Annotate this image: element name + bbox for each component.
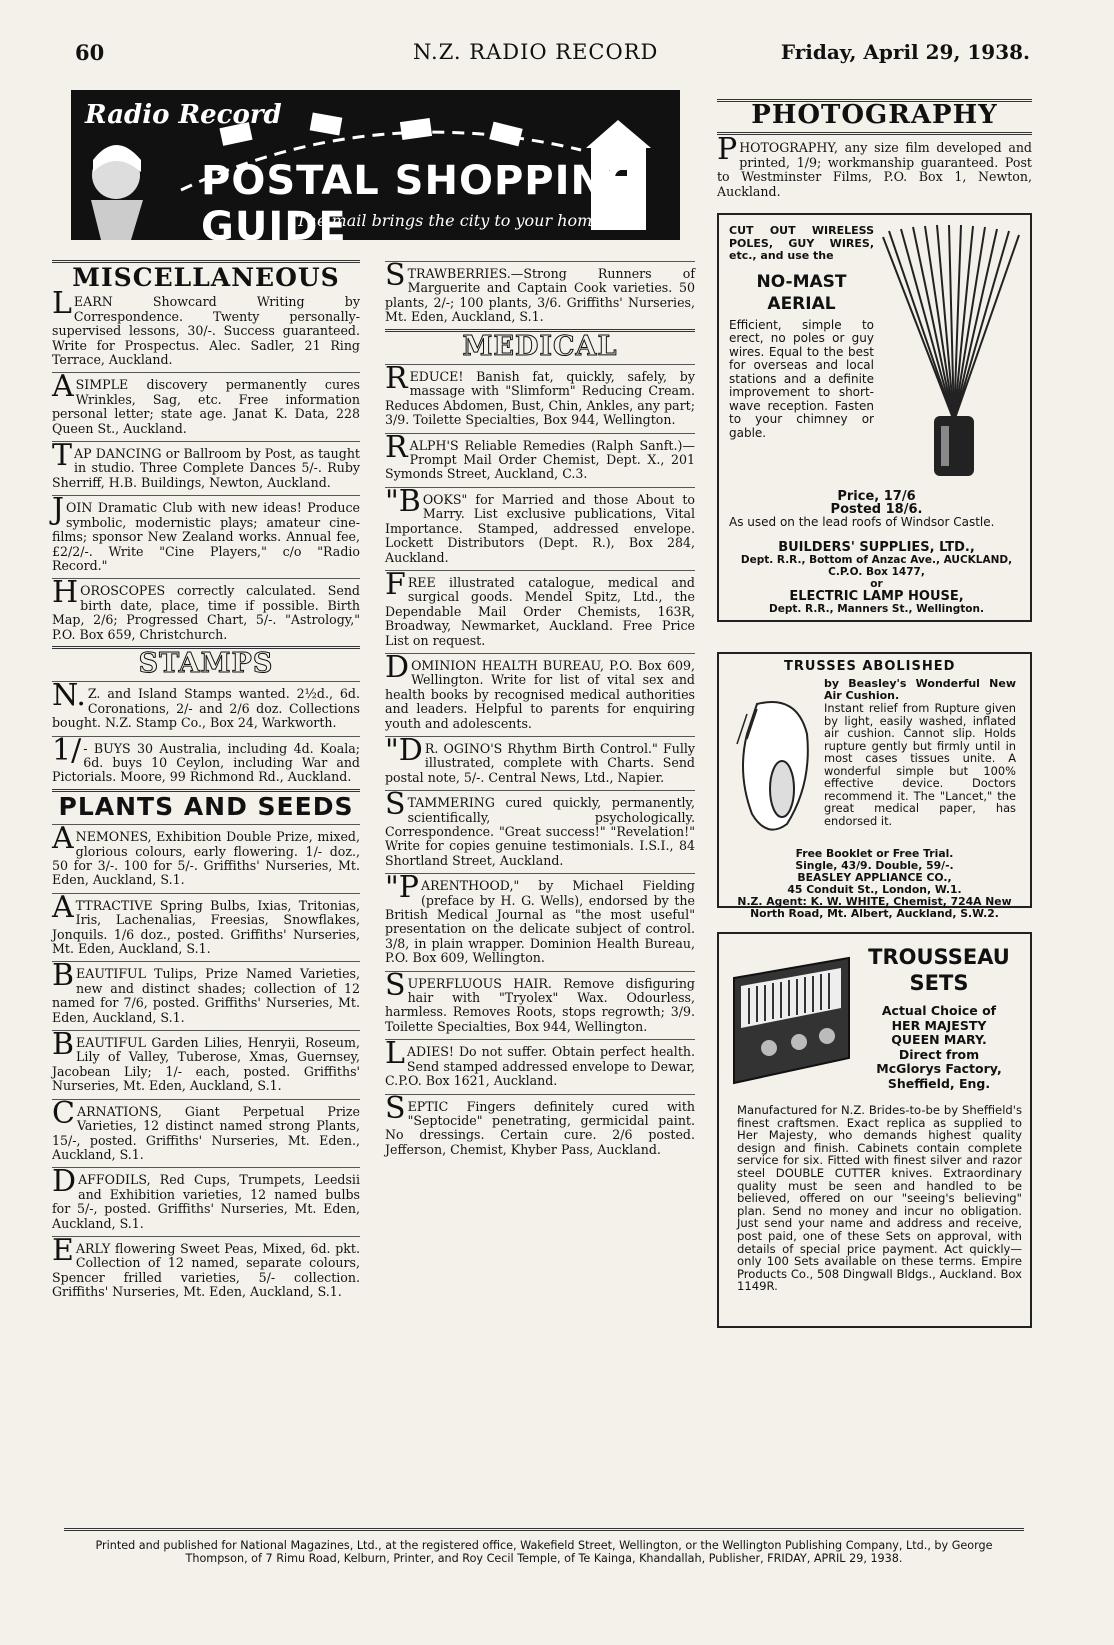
trousseau-sub-5: McGlorys Factory,: [876, 1061, 1002, 1077]
classified-ad: EARLY flowering Sweet Peas, Mixed, 6d. pkt. Collection of 12 named, separate colours, Spencer frilled varieties, 5/- collection. Griffiths' Nurseries, Mt. Eden, Auckland, S.1.: [52, 1232, 360, 1300]
classified-ad: SEPTIC Fingers definitely cured with "Septocide" penetrating, germicidal paint. No dressings. Certain cure. 2/6 posted. Jefferson, Chemist, Khyber Pass, Auckland.: [385, 1090, 695, 1157]
truss-prices: Single, 43/9. Double, 59/-.: [795, 859, 954, 873]
classified-ad: JOIN Dramatic Club with new ideas! Produce symbolic, modernistic plays; amateur cine-films; sponsor New Zealand works. Annual fee, £2/2/-. Write "Cine Players," c/o "Radio Record.": [52, 492, 360, 573]
postal-shopping-banner: [71, 90, 680, 240]
classified-ad: HOROSCOPES correctly calculated. Send birth date, place, time if possible. Birth Map, 2/6; Progressed Chart, 5/-. "Astrology," P.O. Box 659, Christchurch.: [52, 575, 360, 642]
printer-imprint: Printed and published for National Magazines, Ltd., at the registered office, Wakefield Street, Wellington, or the Wellington Publishing Company, Ltd., by George Thompson, of 7 Rimu Road, Kelburn, Printer, and Roy Cecil Temple, of Te Kainga, Khandallah, Publisher, FRIDAY, APRIL 29, 1938.: [64, 1528, 1024, 1565]
classified-ad: TAP DANCING or Ballroom by Post, as taught in studio. Three Complete Dances 5/-. Ruby Sherriff, H.B. Buildings, Newton, Auckland.: [52, 438, 360, 490]
masthead: N.Z. RADIO RECORD: [413, 40, 659, 64]
issue-date: Friday, April 29, 1938.: [780, 40, 1030, 64]
section-title-photography: PHOTOGRAPHY: [751, 100, 998, 130]
classified-ad: FREE illustrated catalogue, medical and surgical goods. Mendel Spitz, Ltd., the Dependable Mail Order Chemists, 163R, Broadway, Newmarket, Auckland. Free Price List on request.: [385, 566, 695, 648]
aerial-name-line2: AERIAL: [767, 293, 836, 314]
aerial-price: Price, 17/6: [837, 489, 916, 505]
column-right: [717, 95, 1032, 1328]
aerial-company-2: ELECTRIC LAMP HOUSE,: [789, 589, 964, 605]
trousseau-sub-1: Actual Choice of: [881, 1003, 997, 1019]
no-mast-aerial-ad: [717, 213, 1032, 622]
truss-body: Instant relief from Rupture given by light, easily washed, inflated air cushion. Cannot slip. Holds rupture gently but firmly until in most cases tissues unite. A wonderful simple but 100% effective device. Doctors recommend it. The "Lancet," the great medical paper, has endorsed it.: [824, 701, 1016, 828]
classified-ad: "PARENTHOOD," by Michael Fielding (preface by H. G. Wells), endorsed by the British Medical Journal as "the most useful" presentation on the delicate subject of control. 3/8, in plain wrapper. Dominion Health Bureau, P.O. Box 609, Wellington.: [385, 870, 695, 966]
truss-title: TRUSSES ABOLISHED: [784, 659, 956, 675]
page-number: 60: [75, 40, 105, 65]
classified-ad: "BOOKS" for Married and those About to Marry. List exclusive publications, Vital Importance. Stamped, addressed envelope. Lockett Distributors (Dept. R.), Box 284, Auckland.: [385, 483, 695, 565]
aerial-company: BUILDERS' SUPPLIES, LTD.,: [778, 540, 975, 556]
classified-ad: ASIMPLE discovery permanently cures Wrinkles, Sag, etc. Free information personal letter; state age. Janat K. Data, 228 Queen St., Auckland.: [52, 369, 360, 436]
classified-ad: STRAWBERRIES.—Strong Runners of Marguerite and Captain Cook varieties. 50 plants, 2/-; 100 plants, 3/6. Griffiths' Nurseries, Mt. Eden, Auckland, S.1.: [385, 258, 695, 325]
cutlery-cabinet-illustration: [729, 948, 854, 1093]
classified-ad: ATTRACTIVE Spring Bulbs, Ixias, Tritonias, Iris, Lachenalias, Freesias, Snowflakes, Jonquils. 1/6 doz., posted. Griffiths' Nurseries, Mt. Eden, Auckland, S.1.: [52, 889, 360, 957]
section-title-stamps: STAMPS: [138, 647, 274, 679]
trousseau-body: Manufactured for N.Z. Brides-to-be by Sheffield's finest craftsmen. Exact replica as supplied to Her Majesty, who demands highest quality design and finish. Cabinets contain complete service for six. Fitted with finest silver and razor steel DOUBLE CUTTER knives. Extraordinary quality must be seen and handled to be believed, offered on our "seeing's believing" plan. Send no money and incur no obligation. Just send your name and address and receive, post paid, one of these Sets on approval, with details of special price payment. Act quickly—only 100 Sets available on these terms. Empire Products Co., 508 Dingwall Bldgs., Auckland. Box 1149R.: [737, 1103, 1022, 1294]
column-middle: [385, 256, 695, 1157]
classified-ad: N.Z. and Island Stamps wanted. 2½d., 6d. Coronations, 2/- and 2/6 doz. Collections bought. N.Z. Stamp Co., Box 24, Warkworth.: [52, 678, 360, 731]
classified-ad: "DR. OGINO'S Rhythm Birth Control." Fully illustrated, complete with Charts. Send postal note, 5/-. Central News, Ltd., Napier.: [385, 732, 695, 785]
classified-ad: DOMINION HEALTH BUREAU, P.O. Box 609, Wellington. Write for list of vital sex and health books by recognised medical authorities and leaders. Helpful to parents for enquiring youth and adolescents.: [385, 649, 695, 731]
trousseau-sub-2: HER MAJESTY: [891, 1017, 987, 1033]
divider: [717, 132, 1032, 135]
radio-record-logo: Radio Record: [85, 100, 282, 130]
aerial-address: Dept. R.R., Bottom of Anzac Ave., AUCKLAND, C.P.O. Box 1477,: [740, 554, 1013, 579]
classified-ad: STAMMERING cured quickly, permanently, scientifically, psychologically. Correspondence. "Great success!" "Revelation!" Write for copies genuine testimonials. I.S.I., 84 Shortland Street, Auckland.: [385, 787, 695, 868]
truss-nz-agent: N.Z. Agent: K. W. WHITE, Chemist, 724A New North Road, Mt. Albert, Auckland, S.W.2.: [737, 895, 1012, 921]
truss-company: BEASLEY APPLIANCE CO.,: [797, 871, 952, 885]
classified-ad: REDUCE! Banish fat, quickly, safely, by massage with "Slimform" Reducing Cream. Reduces Abdomen, Bust, Chin, Ankles, any part; 3/9. Toilette Specialties, Box 944, Wellington.: [385, 361, 695, 428]
banner-tagline: The mail brings the city to your home: [296, 211, 602, 230]
aerial-intro: CUT OUT WIRELESS POLES, GUY WIRES, etc., and use the: [729, 224, 874, 263]
trousseau-sub-3: QUEEN MARY.: [891, 1032, 987, 1048]
aerial-or: or: [870, 578, 883, 591]
truss-company-address: 45 Conduit St., London, W.1.: [787, 883, 962, 897]
trusses-ad: [717, 652, 1032, 921]
classified-ad: LEARN Showcard Writing by Correspondence. Twenty personally-supervised lessons, 30/-. Success guaranteed. Write for Prospectus. Alec. Sadler, 21 Ring Terrace, Auckland.: [52, 286, 360, 368]
classified-ad: SUPERFLUOUS HAIR. Remove disfiguring hair with "Tryolex" Wax. Odourless, harmless. Removes Roots, stops regrowth; 3/9. Toilette Specialties, Box 944, Wellington.: [385, 967, 695, 1034]
aerial-body: Efficient, simple to erect, no poles or guy wires. Equal to the best for overseas and local stations and a definite improvement to short-wave reception. Fasten to your chimney or gable.: [729, 317, 874, 440]
classified-ad: PHOTOGRAPHY, any size film developed and printed, 1/9; workmanship guaranteed. Post to Westminster Films, P.O. Box 1, Newton, Auckland.: [717, 132, 1032, 199]
section-title-plants: PLANTS AND SEEDS: [58, 791, 354, 821]
page-header: [75, 40, 1030, 70]
aerial-windsor-note: As used on the lead roofs of Windsor Castle.: [729, 515, 995, 530]
aerial-posted-price: Posted 18/6.: [830, 502, 923, 518]
aerial-illustration: [879, 221, 1029, 486]
truss-byline: by Beasley's Wonderful New Air Cushion.: [824, 677, 1016, 703]
section-title-medical: MEDICAL: [462, 330, 618, 362]
classified-ad: LADIES! Do not suffer. Obtain perfect health. Send stamped addressed envelope to Dewar, C.P.O. Box 1621, Auckland.: [385, 1036, 695, 1089]
classified-ad: BEAUTIFUL Garden Lilies, Henryii, Roseum, Lily of Valley, Tuberose, Xmas, Guernsey, Jacobean Lily; 1/- each, posted. Griffiths' Nurseries, Mt. Eden, Auckland, S.1.: [52, 1027, 360, 1094]
truss-offer: Free Booklet or Free Trial.: [795, 847, 954, 861]
classified-ad: RALPH'S Reliable Remedies (Ralph Sanft.)—Prompt Mail Order Chemist, Dept. X., 201 Symonds Street, Auckland, C.3.: [385, 429, 695, 482]
trousseau-sub-6: Sheffield, Eng.: [887, 1075, 991, 1091]
column-left: [52, 256, 360, 1300]
aerial-address-2: Dept. R.R., Manners St., Wellington.: [769, 603, 984, 616]
air-cushion-illustration: [727, 694, 819, 844]
aerial-name-line1: NO-MAST: [756, 271, 847, 292]
classified-ad: BEAUTIFUL Tulips, Prize Named Varieties, new and distinct shades; collection of 12 named for 7/6, posted. Griffiths' Nurseries, Mt. Eden, Auckland, S.1.: [52, 958, 360, 1025]
trousseau-sub-4: Direct from: [898, 1046, 980, 1062]
trousseau-title: TROUSSEAU SETS: [868, 945, 1010, 996]
banner-title: POSTAL SHOPPING GUIDE: [201, 158, 639, 240]
classified-ad: ANEMONES, Exhibition Double Prize, mixed, glorious colours, early flowering. 1/- doz., 50 for 3/-. 100 for 5/-. Griffiths' Nurseries, Mt. Eden, Auckland, S.1.: [52, 821, 360, 888]
section-title-miscellaneous: MISCELLANEOUS: [72, 263, 340, 292]
classified-ad: 1/- BUYS 30 Australia, including 4d. Koala; 6d. buys 10 Ceylon, including War and Pictorials. Moore, 99 Richmond Rd., Auckland.: [52, 732, 360, 785]
classified-ad: DAFFODILS, Red Cups, Trumpets, Leedsii and Exhibition varieties, 12 named bulbs for 5/-, posted. Griffiths' Nurseries, Mt. Eden, Auckland, S.1.: [52, 1164, 360, 1231]
classified-ad: CARNATIONS, Giant Perpetual Prize Varieties, 12 distinct named strong Plants, 15/-, posted. Griffiths' Nurseries, Mt. Eden., Auckland, S.1.: [52, 1095, 360, 1162]
trousseau-sets-ad: [717, 932, 1032, 1328]
